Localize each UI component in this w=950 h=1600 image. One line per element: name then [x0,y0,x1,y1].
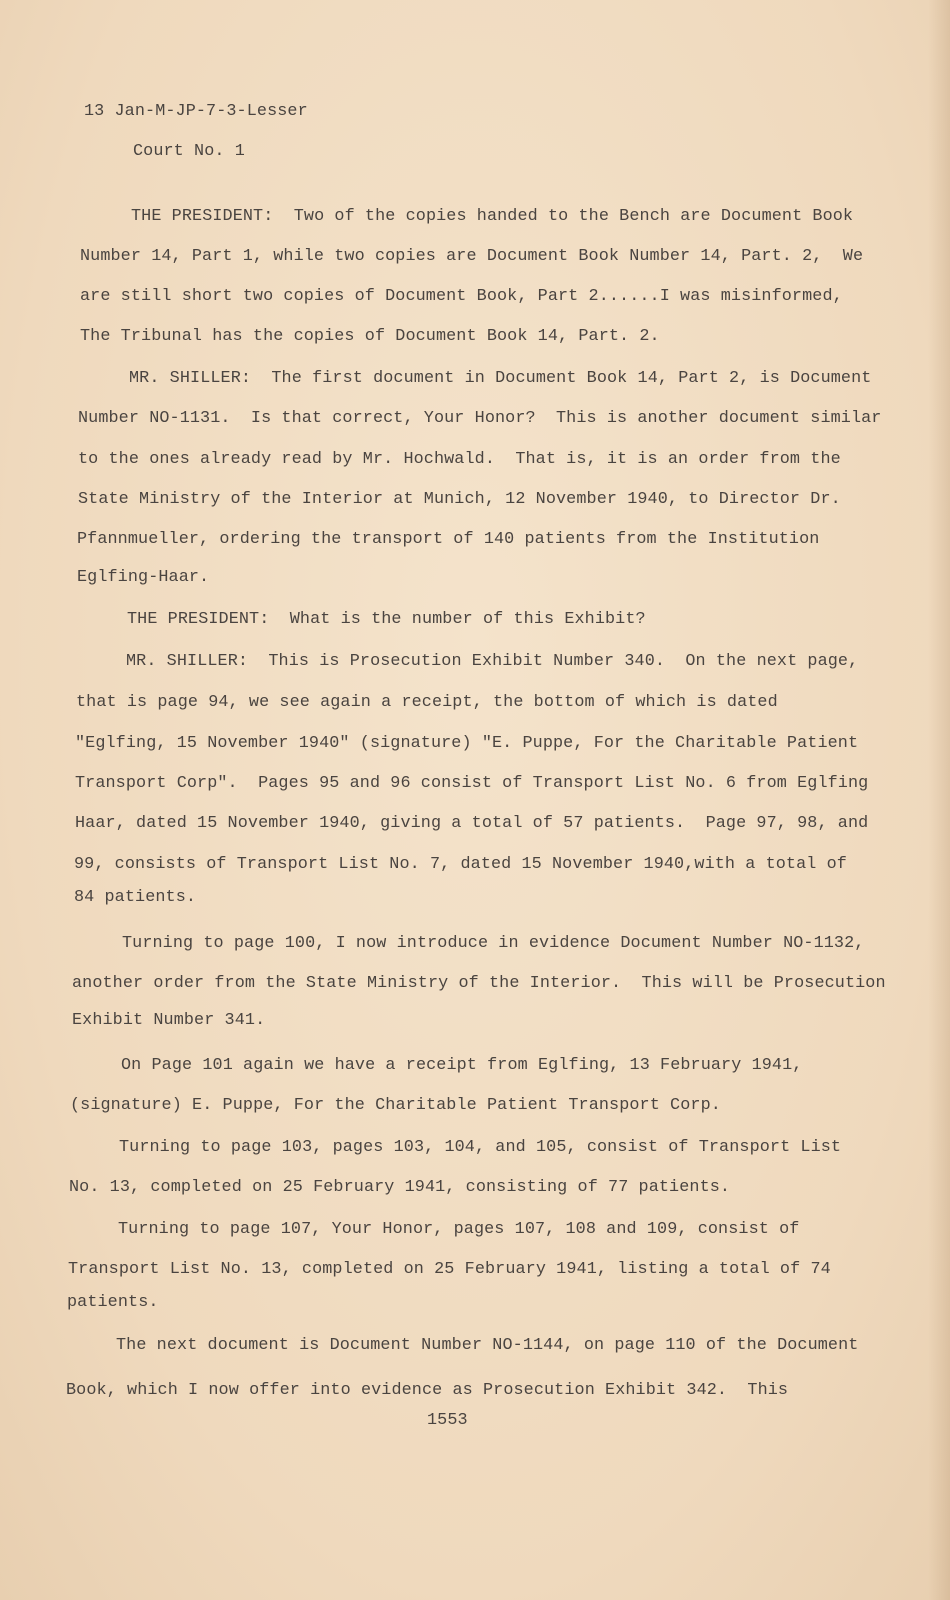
header-reference: 13 Jan-M-JP-7-3-Lesser [84,102,308,121]
text-line: "Eglfing, 15 November 1940" (signature) "E. Puppe, For the Charitable Patient [75,734,859,753]
page-number: 1553 [427,1411,468,1430]
header-court: Court No. 1 [133,142,245,161]
text-line: State Ministry of the Interior at Munich, 12 November 1940, to Director Dr. [78,490,841,509]
text-line: MR. SHILLER: This is Prosecution Exhibit Number 340. On the next page, [126,652,859,671]
text-line: THE PRESIDENT: Two of the copies handed to the Bench are Document Book [131,207,854,226]
text-line: are still short two copies of Document Book, Part 2......I was misinformed, [80,287,843,306]
text-line: Eglfing-Haar. [77,568,210,587]
text-line: Turning to page 107, Your Honor, pages 107, 108 and 109, consist of [118,1220,800,1239]
text-line: The next document is Document Number NO-1144, on page 110 of the Document [116,1336,859,1355]
text-line: Book, which I now offer into evidence as Prosecution Exhibit 342. This [66,1381,789,1400]
text-line: 84 patients. [74,888,197,907]
text-line: to the ones already read by Mr. Hochwald. That is, it is an order from the [78,450,841,469]
text-line: The Tribunal has the copies of Document Book 14, Part. 2. [80,327,660,346]
text-line: another order from the State Ministry of the Interior. This will be Prosecution [72,974,886,993]
text-line: Pfannmueller, ordering the transport of 140 patients from the Institution [77,530,820,549]
text-line: On Page 101 again we have a receipt from Eglfing, 13 February 1941, [121,1056,803,1075]
page-edge-shadow [928,0,950,1600]
text-line: Haar, dated 15 November 1940, giving a total of 57 patients. Page 97, 98, and [75,814,869,833]
text-line: Turning to page 100, I now introduce in evidence Document Number NO-1132, [122,934,865,953]
text-line: THE PRESIDENT: What is the number of this Exhibit? [127,610,646,629]
text-line: 99, consists of Transport List No. 7, dated 15 November 1940,with a total of [74,855,847,874]
text-line: MR. SHILLER: The first document in Document Book 14, Part 2, is Document [129,369,872,388]
text-line: Exhibit Number 341. [72,1011,266,1030]
text-line: Transport List No. 13, completed on 25 February 1941, listing a total of 74 [68,1260,831,1279]
text-line: patients. [67,1293,159,1312]
text-line: (signature) E. Puppe, For the Charitable Patient Transport Corp. [70,1096,721,1115]
text-line: Number 14, Part 1, while two copies are Document Book Number 14, Part. 2, We [80,247,864,266]
text-line: No. 13, completed on 25 February 1941, consisting of 77 patients. [69,1178,731,1197]
text-line: Transport Corp". Pages 95 and 96 consist of Transport List No. 6 from Eglfing [75,774,869,793]
text-line: Turning to page 103, pages 103, 104, and 105, consist of Transport List [119,1138,842,1157]
text-line: that is page 94, we see again a receipt, the bottom of which is dated [76,693,778,712]
text-line: Number NO-1131. Is that correct, Your Honor? This is another document similar [78,409,882,428]
